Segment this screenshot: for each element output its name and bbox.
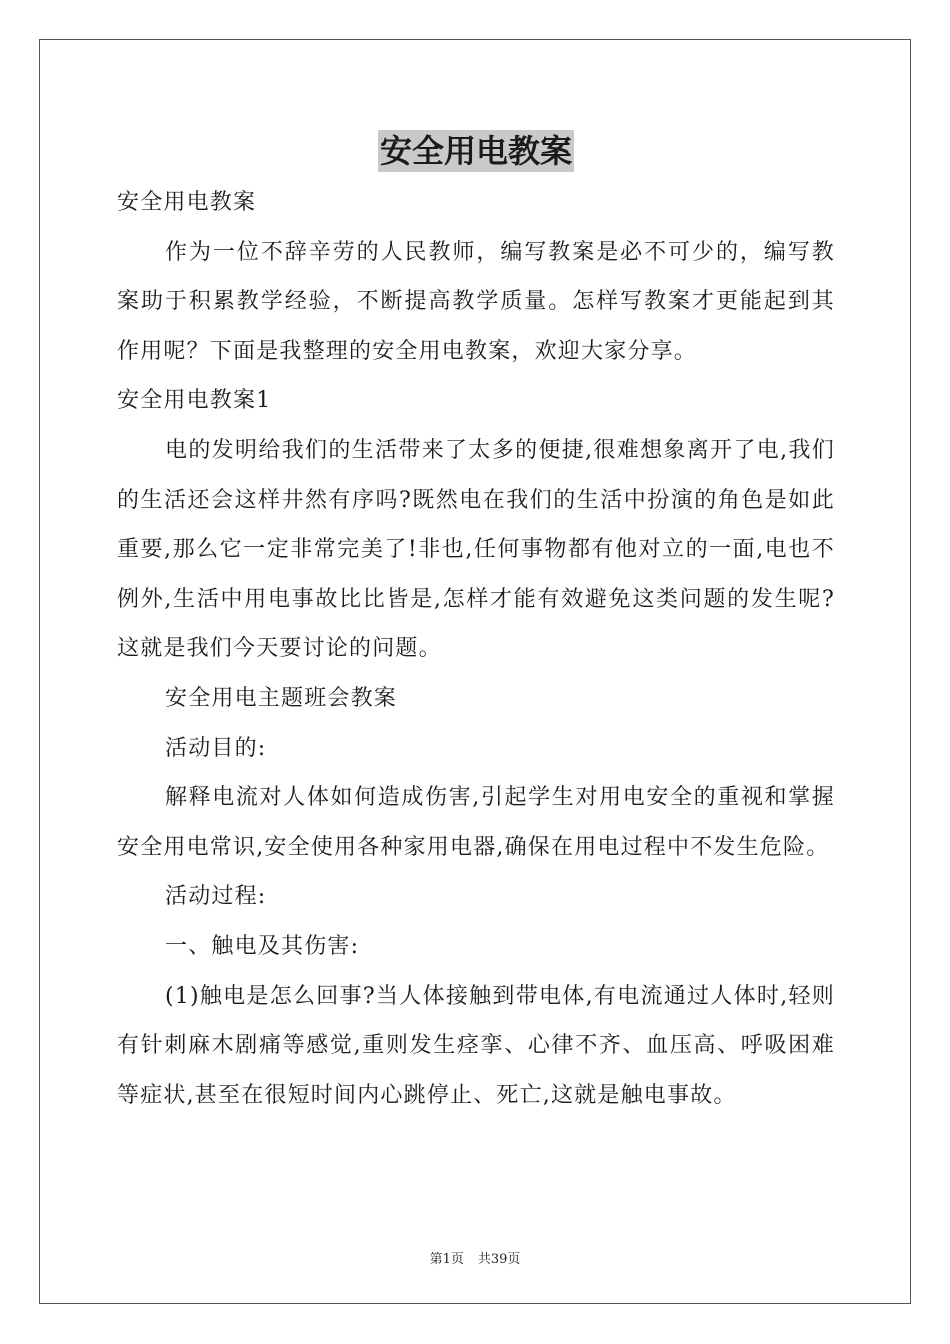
page-footer <box>0 1248 950 1267</box>
paragraph-activity-process-label: 活动过程: <box>165 884 267 910</box>
document-title: 安全用电教案 <box>379 131 572 170</box>
paragraph-activity-goal-label: 活动目的: <box>165 735 267 761</box>
paragraph-body: 电的发明给我们的生活带来了太多的便捷,很难想象离开了电,我们的生活还会这样井然有序吗?既然电在我们的生活中扮演的角色是如此重要,那么它一定非常完美了!非也,任何事物都有他对立的一面,电也不例外,生活中用电事故比比皆是,怎样才能有效避免这类问题的发生呢?这就是我们今天要讨论的问题。 <box>117 437 835 662</box>
paragraph-electric-shock: (1)触电是怎么回事?当人体接触到带电体,有电流通过人体时,轻则有针刺麻木剧痛等感觉,重则发生痉挛、心律不齐、血压高、呼吸困难等症状,甚至在很短时间内心跳停止、死亡,这就是触电事故。 <box>117 983 835 1108</box>
paragraph-section-one: 一、触电及其伤害: <box>165 933 360 959</box>
paragraph-class-meeting-title: 安全用电主题班会教案 <box>165 685 398 711</box>
document-body <box>117 122 835 1120</box>
title-wrap <box>117 122 835 178</box>
paragraph-intro: 作为一位不辞辛劳的人民教师，编写教案是必不可少的，编写教案助于积累教学经验，不断提高教学质量。怎样写教案才更能起到其作用呢？下面是我整理的安全用电教案，欢迎大家分享。 <box>117 239 835 364</box>
paragraph-section-heading: 安全用电教案1 <box>117 388 272 414</box>
page-total: 共39页 <box>477 1252 521 1267</box>
paragraph-subtitle: 安全用电教案 <box>117 190 257 215</box>
page-number: 第1页 <box>429 1252 464 1267</box>
paragraph-activity-goal: 解释电流对人体如何造成伤害,引起学生对用电安全的重视和掌握安全用电常识,安全使用各种家用电器,确保在用电过程中不发生危险。 <box>117 785 835 860</box>
